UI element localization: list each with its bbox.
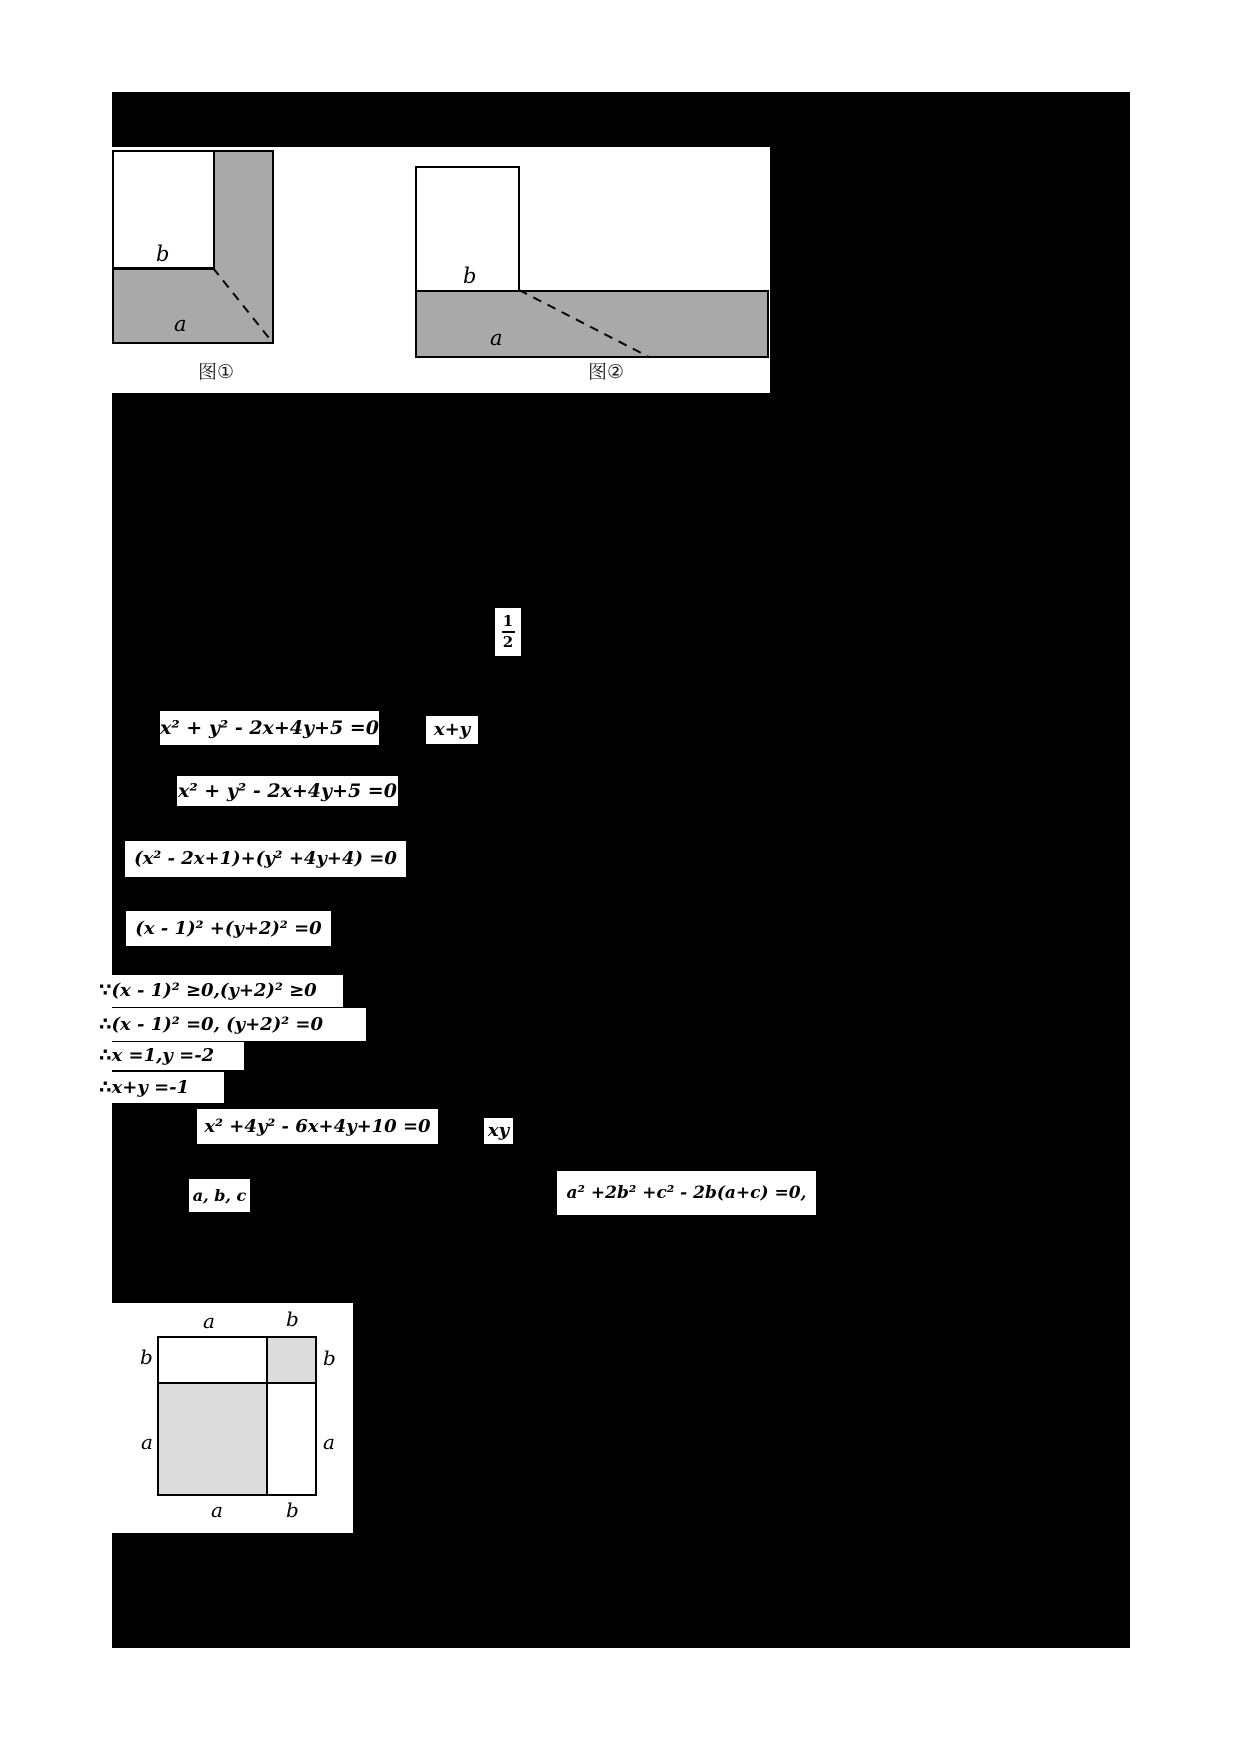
region-b-by-b-gray xyxy=(268,1338,315,1384)
region-b-by-a-white xyxy=(268,1384,315,1494)
region-a-by-a-gray xyxy=(159,1384,268,1494)
equation-6-therefore: ∴(x - 1)² =0, (y+2)² =0 xyxy=(97,1008,366,1041)
square-decomposition xyxy=(157,1336,317,1496)
figure-2-label-a: a xyxy=(490,326,503,350)
bottom-figure-label-right-b: b xyxy=(323,1346,336,1370)
region-a-by-b-white xyxy=(159,1338,268,1384)
bottom-figure-label-top-b: b xyxy=(286,1307,299,1331)
bottom-figure-label-bottom-a: a xyxy=(211,1498,223,1522)
equation-10-variables: a, b, c xyxy=(189,1179,250,1212)
bottom-figure-label-left-a: a xyxy=(141,1430,153,1454)
equation-2: x² + y² - 2x+4y+5 =0 xyxy=(177,776,398,806)
equation-9: x² +4y² - 6x+4y+10 =0 xyxy=(197,1109,438,1144)
equation-4: (x - 1)² +(y+2)² =0 xyxy=(126,911,331,946)
equation-10: a² +2b² +c² - 2b(a+c) =0, xyxy=(557,1171,816,1215)
equation-5-because: ∵(x - 1)² ≥0,(y+2)² ≥0 xyxy=(97,975,343,1007)
figure-1-label-a: a xyxy=(174,312,187,336)
figure-1-label-b: b xyxy=(156,242,170,266)
equation-7-therefore: ∴x =1,y =-2 xyxy=(97,1042,244,1070)
equation-1: x² + y² - 2x+4y+5 =0 xyxy=(160,711,379,745)
bottom-figure-label-top-a: a xyxy=(203,1309,215,1333)
bottom-figure-label-left-b: b xyxy=(140,1345,153,1369)
equation-8-therefore: ∴x+y =-1 xyxy=(97,1072,224,1103)
equation-9-target-expression: xy xyxy=(484,1118,513,1144)
bottom-figure-label-bottom-b: b xyxy=(286,1498,299,1522)
fraction-denominator: 2 xyxy=(502,633,514,651)
equation-1-target-expression: x+y xyxy=(426,716,478,744)
figure-1 xyxy=(112,150,274,344)
figure-2-label-b: b xyxy=(463,264,477,288)
figure-2-dashed-diagonal xyxy=(415,166,770,361)
figure-1-caption: 图① xyxy=(198,361,235,383)
figure-2-caption: 图② xyxy=(588,361,625,383)
bottom-square-figure-panel xyxy=(112,1303,353,1533)
fraction-one-half xyxy=(495,608,521,656)
equation-3: (x² - 2x+1)+(y² +4y+4) =0 xyxy=(125,841,406,877)
fraction-numerator: 1 xyxy=(502,611,514,630)
figure-1-dashed-diagonal xyxy=(114,152,272,342)
bottom-figure-label-right-a: a xyxy=(323,1430,335,1454)
